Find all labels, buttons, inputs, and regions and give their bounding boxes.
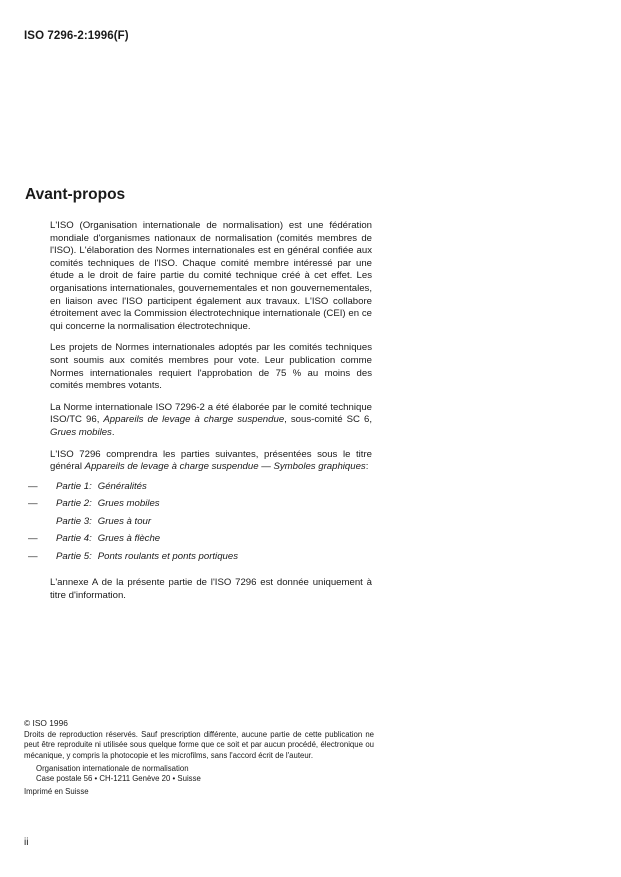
subcommittee-title: Grues mobiles (50, 426, 112, 438)
list-item (28, 533, 372, 551)
copyright-line: © ISO 1996 (24, 718, 68, 728)
committee-text-before: La Norme internationale ISO 7296-2 a été élaborée par le comité technique ISO/TC 96, (50, 401, 372, 426)
part-label: Partie 4: (56, 533, 92, 545)
part-title: Ponts roulants et ponts portiques (97, 550, 238, 562)
list-item (28, 551, 372, 569)
paragraph-iso-intro: L'ISO (Organisation internationale de normalisation) est une fédération mondiale d'organismes nationaux de normalisation (comités membres de l'ISO). L'élaboration des Normes internationales est en général confiée aux comités techniques de l'ISO. Chaque comité membre intéressé par une étude a le droit de faire partie du comité technique créé à cet effet. Les organisations internationales, gouvernementales et non gouvernementales, en liaison avec l'ISO participent également aux travaux. L'ISO collabore étroitement avec la Commission électrotechnique internationale (CEI) en ce qui concerne la normalisation électrotechnique. (50, 220, 372, 332)
document-header-id: ISO 7296-2:1996(F) (24, 30, 129, 42)
list-item (28, 498, 372, 516)
paragraph-parts-intro (50, 449, 372, 474)
copyright-footer (24, 718, 374, 797)
organization-address: Case postale 56 • CH-1211 Genève 20 • Suisse (36, 774, 201, 784)
committee-text-middle: , sous-comité SC 6, (284, 414, 372, 426)
part-label: Partie 1: (56, 480, 92, 492)
paragraph-committee (50, 402, 372, 440)
list-dash: — (28, 480, 38, 492)
list-dash: — (28, 550, 38, 562)
committee-text-end: . (111, 426, 115, 438)
parts-intro-end: : (365, 461, 369, 473)
part-title: Généralités (97, 480, 147, 492)
rights-statement: Droits de reproduction réservés. Sauf prescription différente, aucune partie de cette publication ne peut être reproduite ni utilisée sous quelque forme que ce soit et par aucun procédé, électronique ou mécanique, y compris la photocopie et les microfilms, sans l'accord écrit de l'auteur. (24, 730, 374, 760)
list-item (28, 481, 372, 499)
list-dash: — (28, 533, 38, 545)
general-title: Appareils de levage à charge suspendue — Symboles graphiques (84, 461, 366, 473)
committee-title: Appareils de levage à charge suspendue (103, 414, 285, 426)
part-label: Partie 3: (56, 515, 92, 527)
part-label: Partie 5: (56, 550, 92, 562)
part-label: Partie 2: (56, 498, 92, 510)
section-title: Avant-propos (25, 186, 126, 203)
foreword-body (28, 220, 372, 611)
page-number: ii (24, 837, 29, 848)
part-title: Grues mobiles (97, 498, 160, 510)
parts-intro-before: L'ISO 7296 comprendra les parties suivantes, présentées sous le titre général (50, 448, 372, 473)
list-item (28, 516, 372, 534)
printed-in: Imprimé en Suisse (24, 787, 89, 797)
list-dash: — (28, 498, 38, 510)
paragraph-annex-note: L'annexe A de la présente partie de l'ISO 7296 est donnée uniquement à titre d'information. (50, 577, 372, 601)
parts-list (28, 481, 372, 569)
part-title: Grues à flèche (97, 533, 161, 545)
organization-name: Organisation internationale de normalisation (36, 763, 189, 773)
paragraph-voting: Les projets de Normes internationales adoptés par les comités techniques sont soumis aux comités membres pour vote. Leur publication comme Normes internationales requiert l'approbation de 75 % au moins des comités membres votants. (50, 342, 372, 392)
organization-block (36, 764, 374, 784)
part-title: Grues à tour (97, 515, 152, 527)
